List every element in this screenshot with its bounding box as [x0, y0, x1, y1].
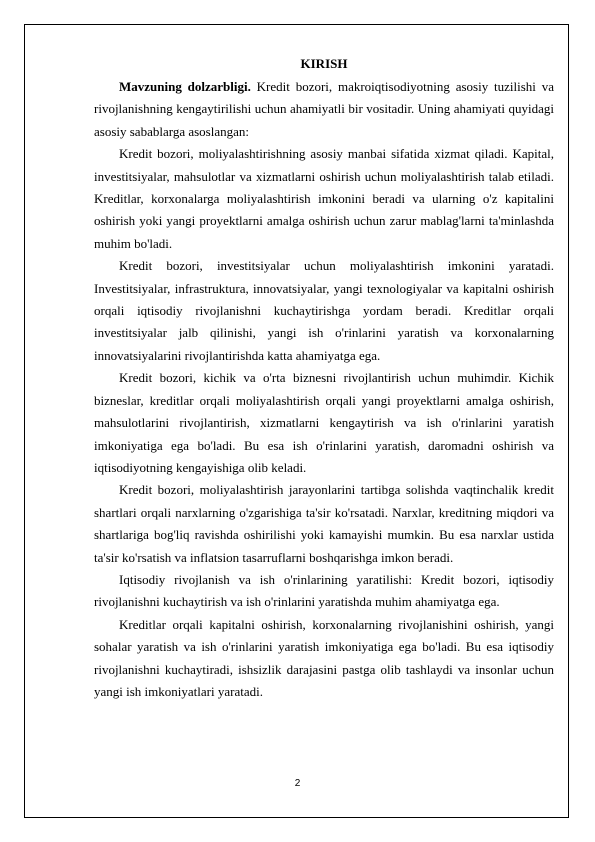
- paragraph: [94, 479, 554, 569]
- paragraph-text: Kredit bozori, makroiqtisodiyotning asosiy tuzilishi va rivojlanishning kengaytirilishi uchun ahamiyatli bir vositadir. Uning ahamiyati quyidagi asosiy sabablarga asoslangan:: [94, 79, 554, 139]
- paragraph-text: Kredit bozori, moliyalashtirish jarayonlarini tartibga solishda vaqtinchalik kredit shartlari orqali narxlarning o'zgarishiga ta'sir ko'rsatadi. Narxlar, kreditning miqdori va shartlariga bog'liq ravishda oshirilishi yoki kamayishi mumkin. Bu esa narxlar ustida ta'sir ko'rsatish va inflatsion tasarruflarni boshqarishga imkon beradi.: [94, 482, 554, 565]
- paragraph: [94, 367, 554, 479]
- page-number: 2: [294, 778, 301, 789]
- paragraph: [94, 614, 554, 704]
- paragraph-text: Kreditlar orqali kapitalni oshirish, korxonalarning rivojlanishini oshirish, yangi sohalar yaratish va ish o'rinlarini yaratish imkoniyatiga ega bo'ladi. Bu esa iqtisodiy rivojlanishni kuchaytiradi, ishsizlik darajasini pastga olib tashlaydi va insonlar uchun yangi ish imkoniyatlari yaratadi.: [94, 616, 554, 699]
- paragraph-lead: Mavzuning dolzarbligi.: [119, 79, 251, 94]
- paragraph-text: Kredit bozori, kichik va o'rta biznesni rivojlantirish uchun muhimdir. Kichik bizneslar, kreditlar orqali moliyalashtirish orqali yangi proyektlarni amalga oshirish, mahsulotlarini rivojlantirish, xizmatlarni kengaytirish va ish o'rinlarini yaratish imkoniyatiga ega bo'ladi. Bu esa ish o'rinlarini yaratish, daromadni oshirish va iqtisodiyotning kengayishiga olib keladi.: [94, 370, 554, 475]
- paragraph: [94, 143, 554, 255]
- document-body: [94, 53, 554, 703]
- paragraph-text: Kredit bozori, moliyalashtirishning asosiy manbai sifatida xizmat qiladi. Kapital, investitsiyalar, mahsulotlar va xizmatlarni oshirish uchun moliyalashtirish talab etiladi. Kreditlar, korxonalarga moliyalashtirish imkonini beradi va ularning o'z kapitalini oshirish yoki yangi proyektlarni amalga oshirish uchun zarur mablag'larni ta'minlashda muhim bo'ladi.: [94, 146, 554, 251]
- paragraph: [94, 569, 554, 614]
- paragraph-relevance: [94, 76, 554, 143]
- paragraph: [94, 255, 554, 367]
- section-heading: KIRISH: [300, 56, 348, 71]
- paragraph-text: Kredit bozori, investitsiyalar uchun moliyalashtirish imkonini yaratadi. Investitsiyalar, infrastruktura, innovatsiyalar, yangi texnologiyalar va kapitalni oshirish orqali iqtisodiy rivojlanishni kuchaytirishga yordam beradi. Kreditlar orqali investitsiyalar jalb qilinishi, yangi ish o'rinlarini yaratish va korxonalarning innovatsiyalarini rivojlantirishda katta ahamiyatga ega.: [94, 258, 554, 363]
- paragraph-text: Iqtisodiy rivojlanish va ish o'rinlarining yaratilishi: Kredit bozori, iqtisodiy rivojlanishni kuchaytirish va ish o'rinlarini yaratishda muhim ahamiyatga ega.: [94, 571, 554, 610]
